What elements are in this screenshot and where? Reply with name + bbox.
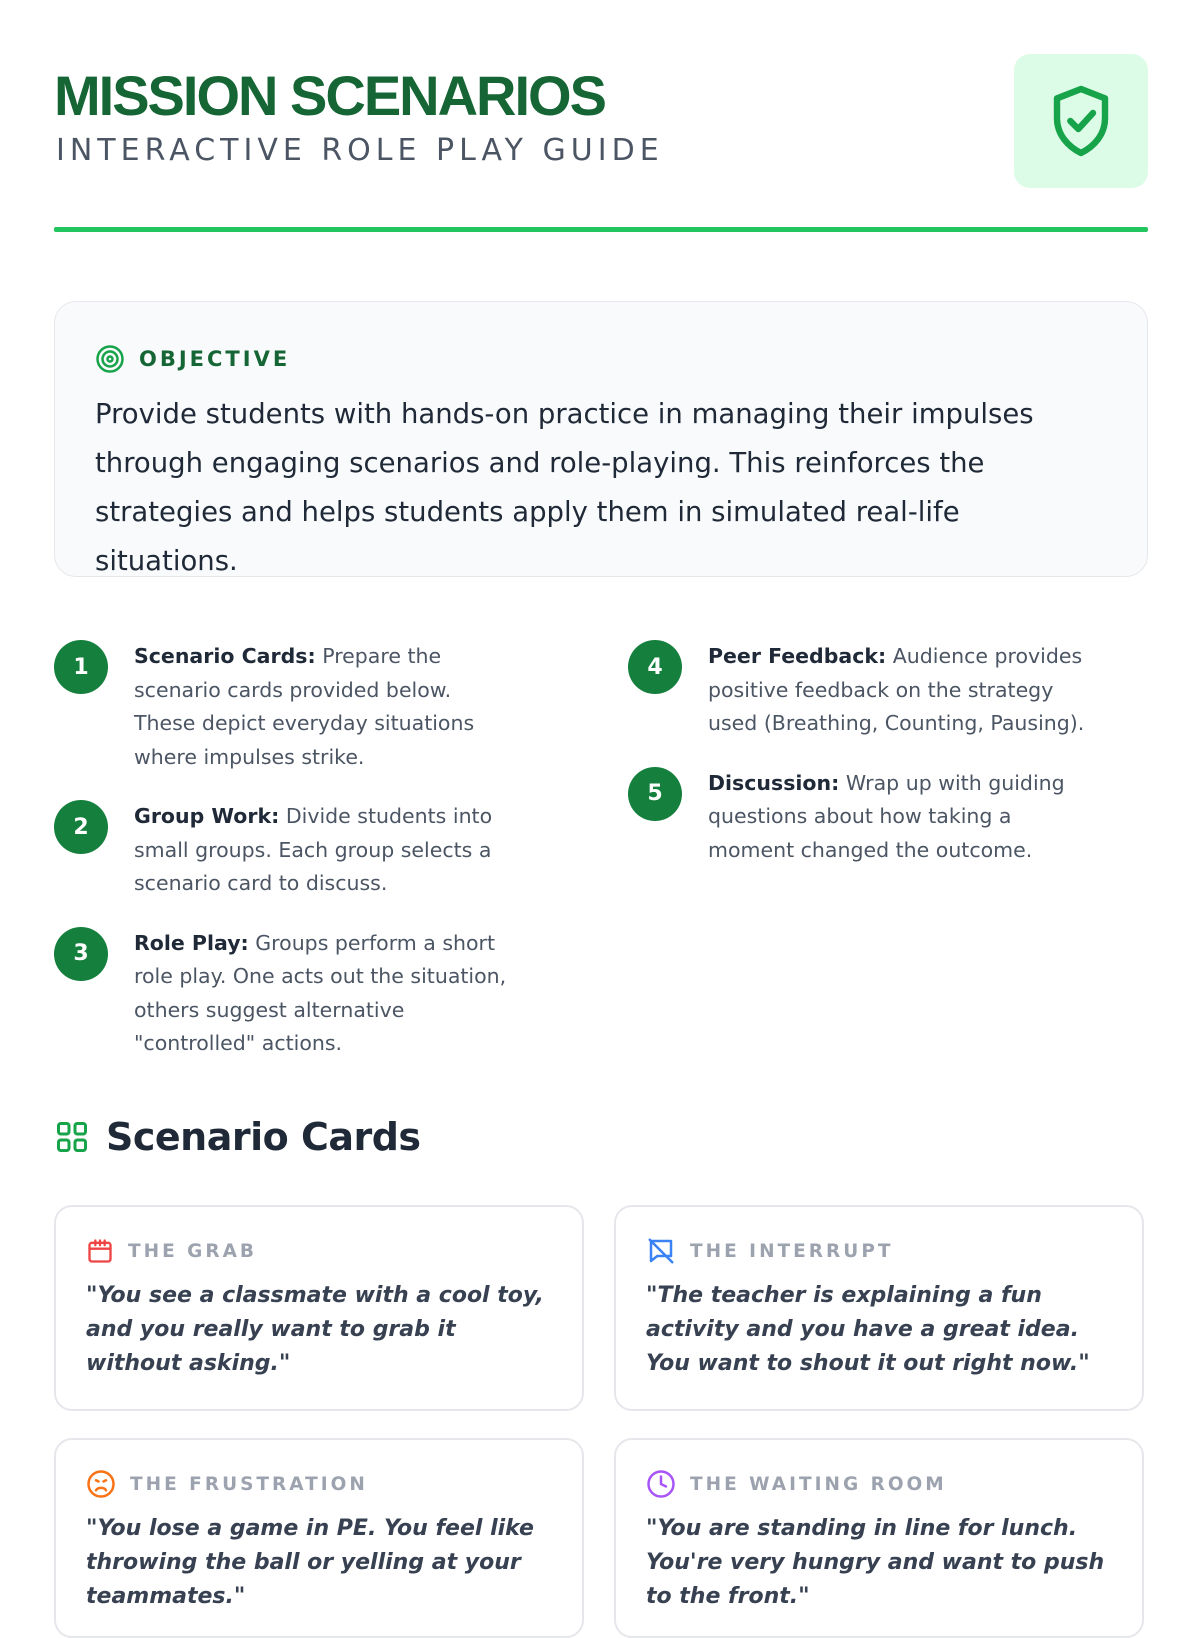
- card-label: THE GRAB: [128, 1240, 258, 1262]
- step-title: Discussion:: [708, 770, 840, 795]
- objective-text: Provide students with hands-on practice in managing their impulses through engaging scenarios and role-playing. This reinforces the strategies and helps students apply them in simulated real-life situations.: [95, 398, 1034, 577]
- step-title: Group Work:: [134, 804, 280, 828]
- card-header: [86, 1235, 257, 1267]
- step-title: Role Play:: [134, 930, 249, 955]
- card-label: THE INTERRUPT: [690, 1240, 894, 1262]
- step-item: [54, 927, 514, 1061]
- card-label: THE FRUSTRATION: [130, 1473, 368, 1495]
- step-number: 1: [54, 640, 108, 694]
- card-label: THE WAITING ROOM: [690, 1473, 947, 1495]
- scenario-card-interrupt[interactable]: [614, 1205, 1144, 1411]
- step-text: [708, 767, 1088, 868]
- card-text: "The teacher is explaining a fun activity and you have a great idea. You want to shout it out right now.": [646, 1283, 1090, 1376]
- step-description: Divide students into small groups. Each group selects a scenario card to discuss.: [134, 804, 493, 895]
- step-number: 5: [628, 767, 682, 821]
- step-number: 4: [628, 640, 682, 694]
- step-text: [134, 640, 514, 774]
- section-title: Scenario Cards: [106, 1115, 421, 1159]
- step-number: 2: [54, 800, 108, 854]
- step-description: Prepare the scenario cards provided below. These depict everyday situations where impulses strike.: [134, 644, 475, 769]
- grid-icon: [54, 1119, 90, 1155]
- page-subtitle: INTERACTIVE ROLE PLAY GUIDE: [56, 133, 664, 168]
- frown-icon: [86, 1469, 116, 1499]
- card-header: [86, 1468, 368, 1500]
- step-item: [628, 640, 1088, 741]
- header: [54, 60, 1148, 200]
- step-description: Wrap up with guiding questions about how taking a moment changed the outcome.: [708, 770, 1065, 862]
- calendar-icon: [86, 1237, 114, 1265]
- page-title: MISSION SCENARIOS: [54, 64, 605, 127]
- objective-panel: [54, 301, 1148, 577]
- scenario-card-waiting-room[interactable]: [614, 1438, 1144, 1638]
- card-header: [646, 1468, 947, 1500]
- steps-column-right: [628, 640, 1088, 893]
- card-text: "You are standing in line for lunch. You're very hungry and want to push to the front.": [646, 1516, 1105, 1609]
- step-description: Audience provides positive feedback on the strategy used (Breathing, Counting, Pausing).: [708, 644, 1085, 735]
- card-text: "You lose a game in PE. You feel like throwing the ball or yelling at your teammates.": [86, 1516, 534, 1609]
- step-text: [134, 927, 514, 1061]
- scenario-cards-header: [54, 1112, 421, 1162]
- card-header: [646, 1235, 894, 1267]
- step-title: Scenario Cards:: [134, 644, 316, 668]
- clock-icon: [646, 1469, 676, 1499]
- step-item: [54, 640, 514, 774]
- shield-check-icon: [1049, 83, 1113, 159]
- step-item: [54, 800, 514, 901]
- step-number: 3: [54, 927, 108, 981]
- objective-label: OBJECTIVE: [139, 347, 291, 371]
- scenario-card-grab[interactable]: [54, 1205, 584, 1411]
- objective-header: [95, 344, 290, 374]
- step-item: [628, 767, 1088, 868]
- header-divider: [54, 227, 1148, 232]
- card-text: "You see a classmate with a cool toy, and you really want to grab it without asking.": [86, 1283, 544, 1376]
- step-description: Groups perform a short role play. One acts out the situation, others suggest alternative "controlled" actions.: [134, 930, 507, 1055]
- step-text: [708, 640, 1088, 741]
- shield-badge: [1014, 54, 1148, 188]
- steps-column-left: [54, 640, 514, 1087]
- message-off-icon: [646, 1236, 676, 1266]
- target-icon: [95, 344, 125, 374]
- step-text: [134, 800, 514, 901]
- scenario-card-frustration[interactable]: [54, 1438, 584, 1638]
- step-title: Peer Feedback:: [708, 644, 887, 668]
